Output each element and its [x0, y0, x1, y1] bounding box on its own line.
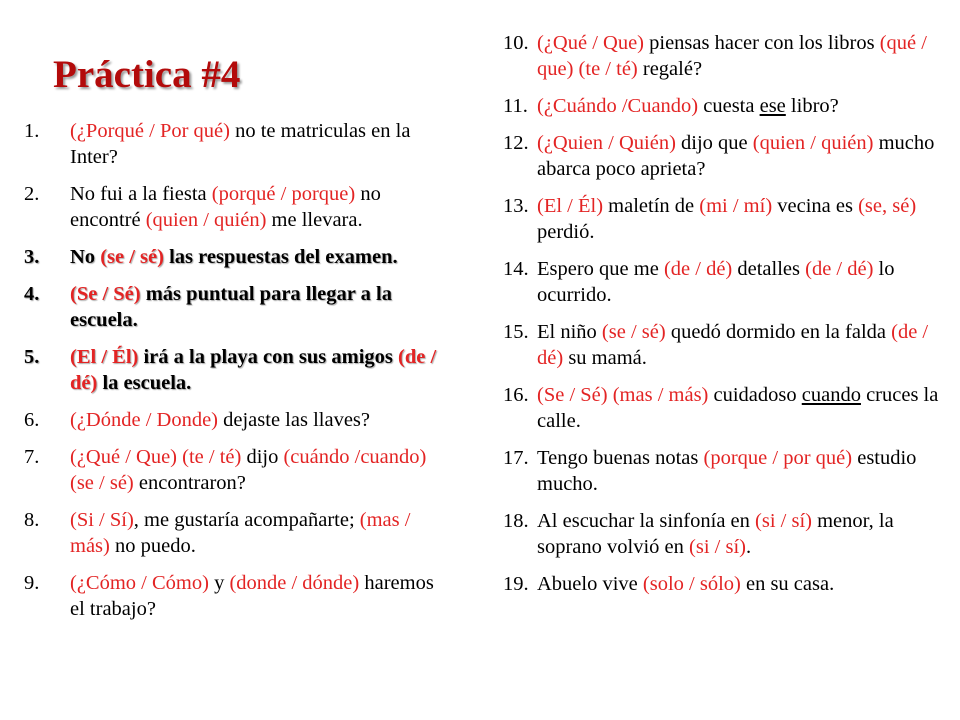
exercise-text [537, 445, 943, 497]
sentence-text: perdió. [537, 221, 595, 243]
sentence-text: no puedo. [109, 535, 196, 557]
sentence-text: No fui a la fiesta [70, 183, 212, 205]
exercise-text [537, 30, 943, 82]
sentence-text: cruces la calle. [537, 384, 939, 432]
sentence-text: dejaste las llaves? [218, 409, 370, 431]
exercise-item [24, 118, 444, 170]
answer-options: (El / Él) [70, 346, 139, 368]
exercise-text [537, 130, 943, 182]
exercise-number: 10. [503, 32, 529, 54]
sentence-text: quedó dormido en la falda [665, 321, 892, 343]
answer-options: (porqué / porque) [211, 183, 356, 205]
underlined-word: cuando [801, 384, 861, 406]
exercise-item [503, 193, 943, 245]
answer-options: (de / dé) [663, 258, 733, 280]
exercise-number: 4. [24, 283, 40, 305]
answer-options: (qué / que) (te / té) [537, 32, 927, 80]
answer-options: (mas / más) [70, 509, 411, 557]
answer-options: (de / dé) [537, 321, 929, 369]
sentence-text: regalé? [637, 58, 703, 80]
exercise-number: 7. [24, 446, 40, 468]
answer-options: (cuándo /cuando) (se / sé) [70, 446, 427, 494]
sentence-text: las respuestas del examen. [163, 246, 398, 268]
exercise-item [503, 30, 943, 82]
sentence-text: estudio mucho. [537, 447, 917, 495]
answer-options: (¿Porqué / Por qué) [70, 120, 230, 142]
exercise-item [24, 444, 444, 496]
exercise-text [537, 193, 943, 245]
exercise-text [70, 281, 444, 333]
exercise-text [537, 571, 943, 597]
sentence-text: más puntual para llegar a la escuela. [70, 283, 392, 331]
sentence-text: detalles [732, 258, 806, 280]
sentence-text: su mamá. [563, 347, 647, 369]
sentence-text: Abuelo vive [537, 573, 643, 595]
exercise-item [24, 344, 444, 396]
answer-options: (se / sé) [601, 321, 666, 343]
answer-options: (mi / mí) [699, 195, 773, 217]
sentence-text: lo ocurrido. [537, 258, 895, 306]
answer-options: (quien / quién) [752, 132, 874, 154]
answer-options: (¿Cuándo /Cuando) [537, 95, 699, 117]
sentence-text: irá a la playa con sus amigos [138, 346, 399, 368]
exercise-text [70, 407, 444, 433]
page-title: Práctica #4 [53, 53, 241, 96]
exercise-item [503, 93, 943, 119]
exercise-number: 14. [503, 258, 529, 280]
exercise-text [70, 507, 444, 559]
answer-options: (Se / Sé) (mas / más) [537, 384, 709, 406]
sentence-text: Al escuchar la sinfonía en [537, 510, 756, 532]
exercise-number: 19. [503, 573, 529, 595]
exercise-number: 9. [24, 572, 40, 594]
answer-options: (¿Quien / Quién) [537, 132, 676, 154]
exercise-text [537, 382, 943, 434]
exercise-number: 15. [503, 321, 529, 343]
exercise-item [503, 382, 943, 434]
exercise-item [24, 507, 444, 559]
exercise-number: 8. [24, 509, 40, 531]
sentence-text: me llevara. [266, 209, 363, 231]
sentence-text: dijo que [675, 132, 753, 154]
exercise-item [24, 570, 444, 622]
exercise-item [503, 571, 943, 597]
exercise-item [503, 130, 943, 182]
sentence-text: Espero que me [537, 258, 664, 280]
exercise-item [24, 181, 444, 233]
exercise-number: 12. [503, 132, 529, 154]
answer-options: (se / sé) [100, 246, 164, 268]
exercise-list-right [503, 30, 943, 608]
exercise-item [24, 407, 444, 433]
answer-options: (si / sí) [755, 510, 812, 532]
exercise-number: 13. [503, 195, 529, 217]
exercise-item [503, 445, 943, 497]
exercise-number: 1. [24, 120, 40, 142]
answer-options: (se, sé) [858, 195, 917, 217]
answer-options: (quien / quién) [145, 209, 267, 231]
exercise-text [537, 93, 943, 119]
exercise-item [24, 281, 444, 333]
sentence-text: y [208, 572, 230, 594]
exercise-text [70, 444, 444, 496]
exercise-list-left [24, 118, 444, 633]
exercise-item [503, 508, 943, 560]
exercise-item [503, 256, 943, 308]
exercise-text [537, 508, 943, 560]
exercise-item [503, 319, 943, 371]
answer-options: (Se / Sé) [70, 283, 141, 305]
sentence-text: Tengo buenas notas [537, 447, 704, 469]
answer-options: (si / sí) [689, 536, 746, 558]
answer-options: (Si / Sí) [70, 509, 134, 531]
exercise-number: 6. [24, 409, 40, 431]
sentence-text: libro? [785, 95, 839, 117]
exercise-number: 11. [503, 95, 528, 117]
exercise-item [24, 244, 444, 270]
sentence-text: haremos el trabajo? [70, 572, 434, 620]
sentence-text: . [745, 536, 752, 558]
answer-options: (de / dé) [70, 346, 437, 394]
sentence-text: , me gustaría acompañarte; [133, 509, 360, 531]
sentence-text: cuidadoso [708, 384, 802, 406]
sentence-text: mucho abarca poco aprieta? [537, 132, 935, 180]
exercise-number: 5. [24, 346, 40, 368]
exercise-text [70, 344, 444, 396]
sentence-text: la escuela. [97, 372, 192, 394]
exercise-text [537, 256, 943, 308]
sentence-text: menor, la soprano volvió en [537, 510, 894, 558]
exercise-number: 16. [503, 384, 529, 406]
exercise-text [70, 118, 444, 170]
sentence-text: El niño [537, 321, 602, 343]
exercise-text [70, 244, 444, 270]
answer-options: (de / dé) [805, 258, 874, 280]
sentence-text: no encontré [70, 183, 381, 231]
answer-options: (porque / por qué) [703, 447, 853, 469]
sentence-text: maletín de [603, 195, 700, 217]
answer-options: (¿Cómo / Cómo) [70, 572, 209, 594]
sentence-text: dijo [241, 446, 284, 468]
exercise-text [537, 319, 943, 371]
exercise-number: 2. [24, 183, 40, 205]
sentence-text: No [70, 246, 101, 268]
answer-options: (donde / dónde) [229, 572, 360, 594]
exercise-text [70, 181, 444, 233]
sentence-text: no te matriculas en la Inter? [70, 120, 411, 168]
answer-options: (solo / sólo) [642, 573, 741, 595]
exercise-number: 17. [503, 447, 529, 469]
sentence-text: en su casa. [740, 573, 835, 595]
exercise-text [70, 570, 444, 622]
sentence-text: piensas hacer con los libros [644, 32, 880, 54]
underlined-word: ese [759, 95, 786, 117]
answer-options: (¿Qué / Que) [537, 32, 645, 54]
sentence-text: vecina es [772, 195, 859, 217]
exercise-number: 18. [503, 510, 529, 532]
answer-options: (¿Dónde / Donde) [70, 409, 219, 431]
answer-options: (¿Qué / Que) (te / té) [70, 446, 242, 468]
exercise-number: 3. [24, 246, 40, 268]
sentence-text: cuesta [698, 95, 760, 117]
sentence-text: encontraron? [133, 472, 246, 494]
answer-options: (El / Él) [537, 195, 604, 217]
